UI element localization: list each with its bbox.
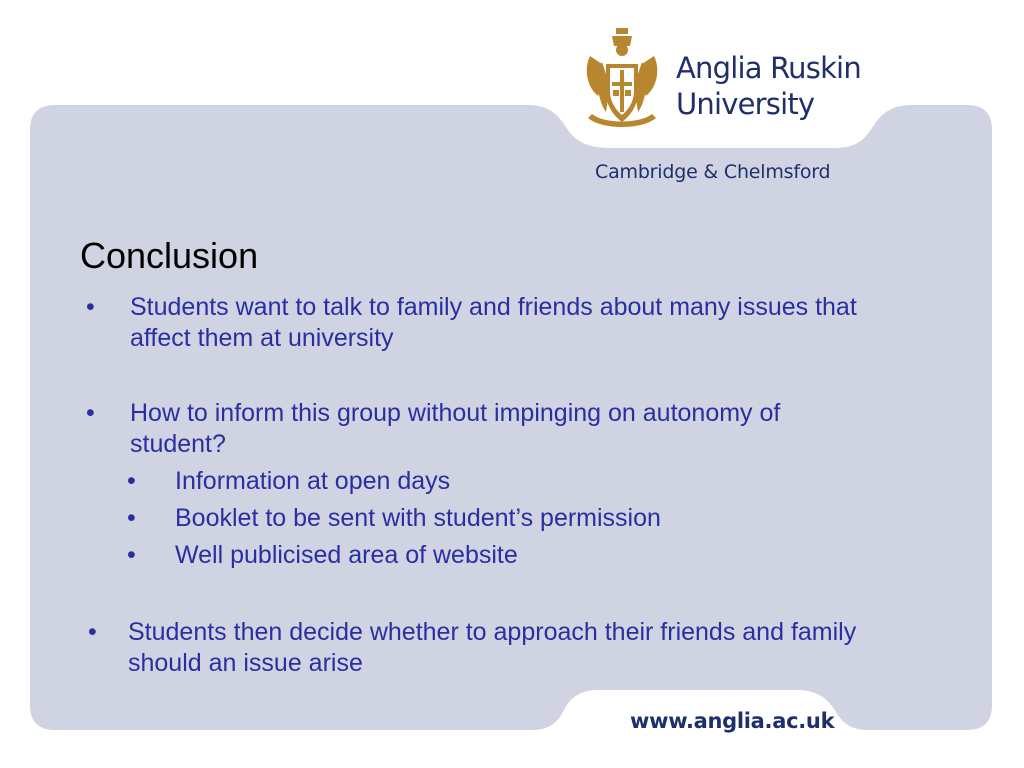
sub-bullet-item xyxy=(127,540,927,572)
bullet-text-line2: student? xyxy=(130,430,226,458)
bullet-text-line1: Students then decide whether to approach their friends and family xyxy=(128,618,857,646)
bullet-marker: • xyxy=(127,541,136,569)
website-url: www.anglia.ac.uk xyxy=(630,709,835,733)
brand-name-line1: Anglia Ruskin xyxy=(676,51,861,85)
bullet-text-line2: affect them at university xyxy=(130,324,394,352)
sub-bullet-text: Booklet to be sent with student’s permission xyxy=(175,504,661,532)
bullet-item xyxy=(86,292,986,354)
bullet-marker: • xyxy=(86,399,95,427)
brand-name-line2: University xyxy=(676,87,815,121)
sub-bullet-item xyxy=(127,466,927,498)
bullet-marker: • xyxy=(127,467,136,495)
bullet-item xyxy=(86,398,986,460)
sub-bullet-item xyxy=(127,503,927,535)
bullet-marker: • xyxy=(88,618,97,646)
university-crest-icon xyxy=(582,26,662,130)
bullet-marker: • xyxy=(127,504,136,532)
bullet-item xyxy=(88,617,988,679)
sub-bullet-text: Information at open days xyxy=(175,467,451,495)
sub-bullet-text: Well publicised area of website xyxy=(175,541,518,569)
bullet-text-line1: How to inform this group without impinging on autonomy of xyxy=(130,399,781,427)
campus-tagline: Cambridge & Chelmsford xyxy=(595,161,831,183)
slide-title: Conclusion xyxy=(80,235,259,276)
bullet-marker: • xyxy=(86,293,95,321)
bullet-text-line2: should an issue arise xyxy=(128,649,363,677)
bullet-text-line1: Students want to talk to family and friends about many issues that xyxy=(130,293,857,321)
